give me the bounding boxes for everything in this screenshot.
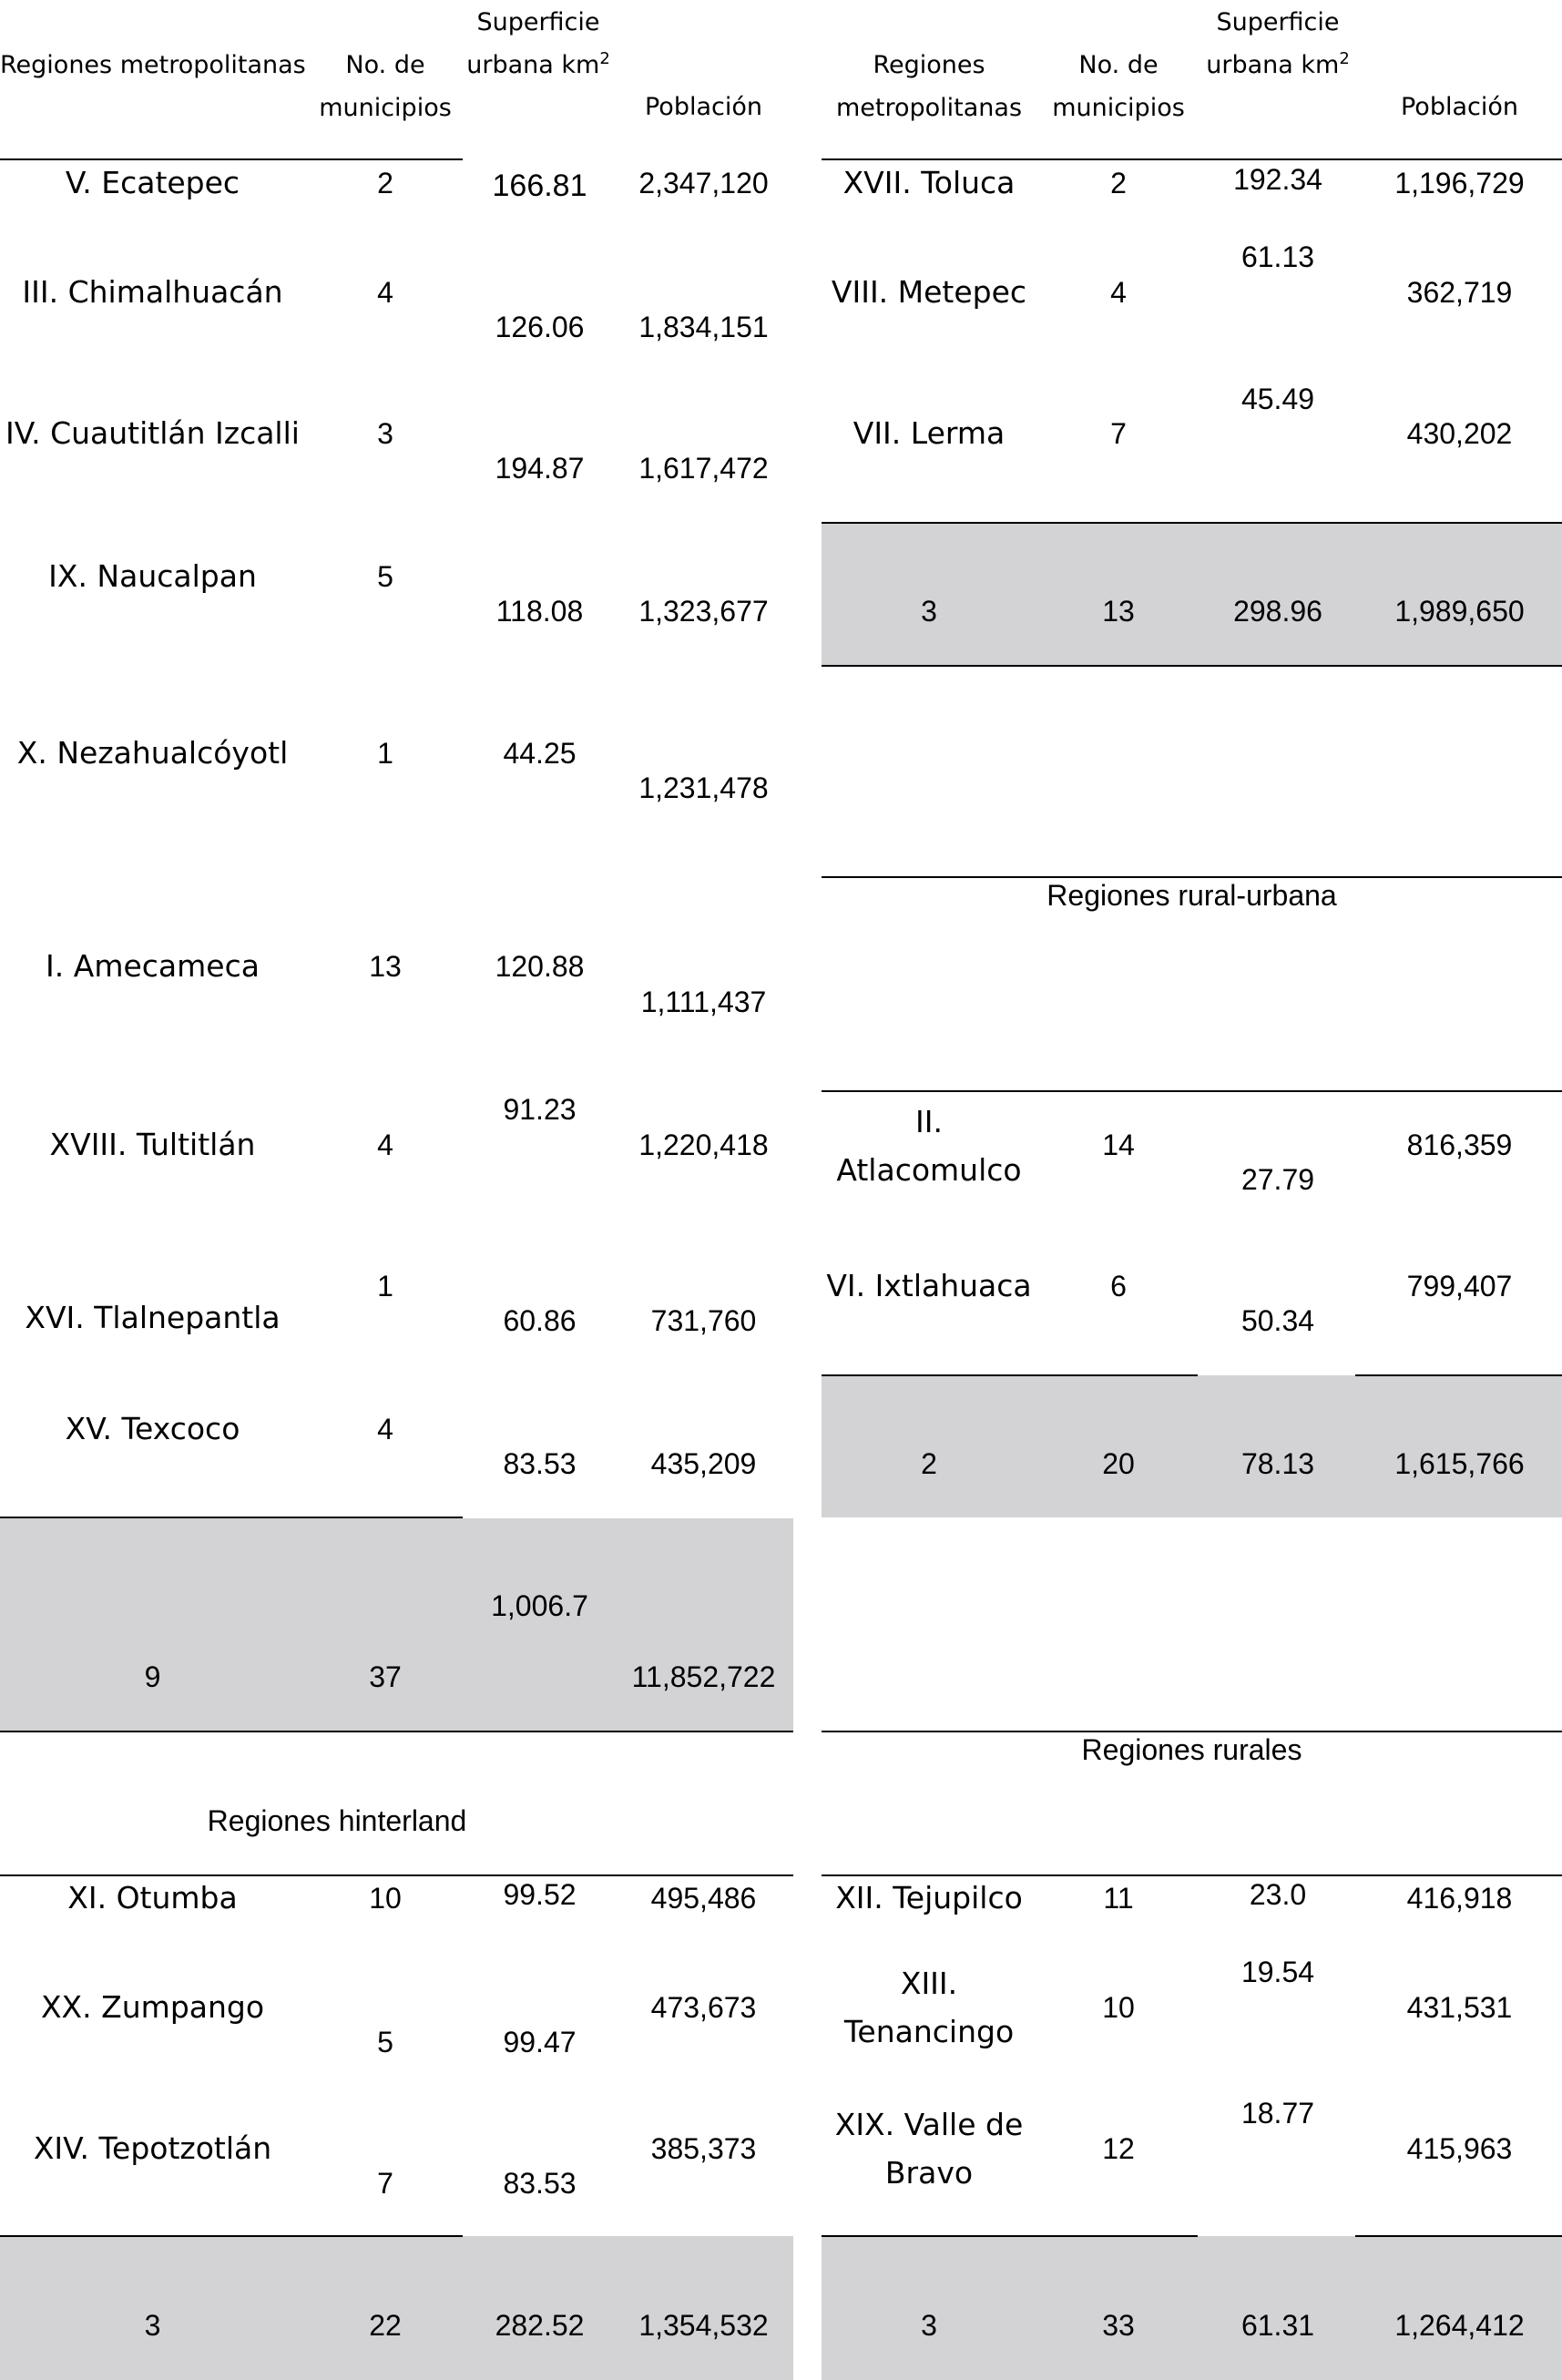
municipios-count: 4	[377, 1129, 393, 1161]
poblacion-value: 1,617,472	[638, 452, 769, 485]
region-name: VI. Ixtlahuaca	[826, 1268, 1032, 1303]
superficie-value: 50.34	[1240, 1304, 1315, 1337]
total-poblacion: 1,264,412	[1394, 2309, 1525, 2342]
region-name: VIII. Metepec	[831, 274, 1027, 310]
poblacion-value: 731,760	[650, 1304, 757, 1337]
total-poblacion: 11,852,722	[631, 1660, 776, 1693]
header-municipios: No. de municipios	[319, 51, 452, 123]
region-name: XIII. Tenancingo	[843, 1966, 1015, 2049]
municipios-count: 10	[369, 1882, 402, 1915]
municipios-count: 10	[1102, 1991, 1135, 2024]
poblacion-value: 1,834,151	[638, 311, 769, 343]
region-name: V. Ecatepec	[65, 165, 240, 200]
rule	[822, 665, 1562, 667]
poblacion-value: 473,673	[650, 1991, 757, 2024]
superficie-value: 120.88	[495, 950, 585, 983]
region-name: XIX. Valle de Bravo	[834, 2107, 1024, 2191]
municipios-count: 7	[1110, 417, 1127, 450]
region-name: XIV. Tepotzotlán	[33, 2130, 272, 2166]
poblacion-value: 816,359	[1406, 1129, 1513, 1161]
poblacion-value: 416,918	[1406, 1882, 1513, 1915]
poblacion-value: 362,719	[1406, 276, 1513, 309]
region-name: XVII. Toluca	[842, 165, 1016, 200]
header-superficie: Superficie urbana $km^2$	[1206, 8, 1350, 80]
total-municipios: 37	[369, 1660, 402, 1693]
rule	[0, 1517, 463, 1518]
municipios-count: 1	[377, 737, 393, 770]
rule	[822, 2235, 1198, 2237]
municipios-count: 4	[1110, 276, 1127, 309]
superficie-value: 61.13	[1240, 240, 1315, 273]
header-region: Regiones metropolitanas	[835, 51, 1023, 123]
total-municipios: 20	[1102, 1447, 1135, 1480]
rule	[822, 1374, 1198, 1376]
poblacion-value: 431,531	[1406, 1991, 1513, 2024]
total-municipios: 13	[1102, 595, 1135, 628]
municipios-count: 6	[1110, 1270, 1127, 1302]
region-name: III. Chimalhuacán	[22, 274, 283, 310]
region-name: II. Atlacomulco	[836, 1104, 1022, 1188]
superficie-value: 60.86	[503, 1304, 577, 1337]
superficie-value: 126.06	[495, 311, 585, 343]
region-name: XI. Otumba	[67, 1880, 238, 1915]
total-poblacion: 1,989,650	[1394, 595, 1525, 628]
superficie-value: 192.34	[1233, 163, 1322, 196]
total-regiones: 9	[144, 1660, 161, 1693]
header-superficie: Superficie urbana $km^2$	[466, 8, 610, 80]
municipios-count: 5	[377, 560, 393, 593]
superficie-value: 83.53	[503, 2167, 577, 2200]
poblacion-value: 1,323,677	[638, 595, 769, 628]
total-band-left-metropolitanas	[0, 1518, 793, 1731]
total-poblacion: 1,354,532	[638, 2309, 769, 2342]
total-superficie: 1,006.7	[491, 1589, 588, 1622]
total-regiones: 3	[921, 2309, 937, 2342]
total-poblacion: 1,615,766	[1394, 1447, 1525, 1480]
municipios-count: 7	[377, 2167, 393, 2200]
section-title-rural-urbana: Regiones rural-urbana	[1046, 879, 1337, 912]
total-superficie: 298.96	[1233, 595, 1322, 628]
superficie-value: 18.77	[1240, 2097, 1315, 2130]
superficie-value: 118.08	[495, 595, 584, 628]
rule	[822, 1090, 1562, 1092]
region-name: XX. Zumpango	[40, 1989, 265, 2025]
rule	[1355, 2235, 1562, 2237]
municipios-count: 5	[377, 2026, 393, 2058]
rule	[822, 1874, 1562, 1876]
superficie-value: 23.0	[1249, 1878, 1307, 1911]
total-municipios: 22	[369, 2309, 402, 2342]
region-name: XVIII. Tultitlán	[49, 1127, 256, 1162]
municipios-count: 13	[369, 950, 402, 983]
superficie-value: 99.52	[503, 1878, 577, 1911]
region-name: X. Nezahualcóyotl	[16, 735, 289, 771]
header-poblacion: Población	[644, 93, 762, 121]
section-title-rurales: Regiones rurales	[1081, 1733, 1302, 1766]
poblacion-value: 1,220,418	[638, 1129, 769, 1161]
poblacion-value: 385,373	[650, 2132, 757, 2165]
header-rule-left	[0, 158, 463, 160]
superficie-value: 166.81	[492, 169, 587, 203]
municipios-count: 2	[377, 167, 393, 199]
superficie-value: 91.23	[503, 1093, 577, 1126]
header-municipios: No. de municipios	[1052, 51, 1185, 123]
superficie-value: 83.53	[503, 1447, 577, 1480]
superficie-value: 19.54	[1240, 1956, 1315, 1988]
poblacion-value: 435,209	[650, 1447, 757, 1480]
total-superficie: 61.31	[1240, 2309, 1315, 2342]
poblacion-value: 1,196,729	[1394, 167, 1525, 199]
municipios-count: 14	[1102, 1129, 1135, 1161]
poblacion-value: 1,231,478	[638, 771, 769, 804]
superficie-value: 45.49	[1240, 383, 1315, 415]
municipios-count: 12	[1102, 2132, 1135, 2165]
header-poblacion: Población	[1400, 93, 1518, 121]
superficie-value: 194.87	[495, 452, 585, 485]
region-name: XVI. Tlalnepantla	[25, 1300, 281, 1335]
region-name: XV. Texcoco	[65, 1411, 240, 1446]
municipios-count: 4	[377, 276, 393, 309]
superficie-value: 44.25	[503, 737, 577, 770]
poblacion-value: 2,347,120	[638, 167, 769, 199]
poblacion-value: 1,111,437	[640, 986, 767, 1018]
poblacion-value: 430,202	[1406, 417, 1513, 450]
superficie-value: 99.47	[503, 2026, 577, 2058]
section-title-hinterland: Regiones hinterland	[207, 1804, 467, 1837]
municipios-count: 1	[377, 1270, 393, 1302]
region-name: XII. Tejupilco	[835, 1880, 1023, 1915]
municipios-count: 3	[377, 417, 393, 450]
total-municipios: 33	[1102, 2309, 1135, 2342]
municipios-count: 2	[1110, 167, 1127, 199]
rule	[1355, 1374, 1562, 1376]
region-name: IX. Naucalpan	[48, 558, 257, 594]
total-superficie: 78.13	[1240, 1447, 1315, 1480]
region-name: IV. Cuautitlán Izcalli	[5, 415, 300, 451]
poblacion-value: 799,407	[1406, 1270, 1513, 1302]
municipios-count: 11	[1103, 1882, 1134, 1915]
rule	[0, 1874, 793, 1876]
poblacion-value: 415,963	[1406, 2132, 1513, 2165]
poblacion-value: 495,486	[650, 1882, 757, 1915]
superficie-value: 27.79	[1240, 1163, 1315, 1196]
total-regiones: 3	[921, 595, 937, 628]
header-region: Regiones metropolitanas	[0, 51, 306, 79]
rule	[0, 1731, 793, 1732]
total-regiones: 2	[921, 1447, 937, 1480]
municipios-count: 4	[377, 1413, 393, 1445]
rule	[822, 522, 1562, 524]
rule	[0, 2235, 463, 2237]
header-rule-right	[822, 158, 1562, 160]
total-superficie: 282.52	[495, 2309, 585, 2342]
total-regiones: 3	[144, 2309, 161, 2342]
region-name: I. Amecameca	[46, 948, 260, 984]
region-name: VII. Lerma	[852, 415, 1006, 451]
